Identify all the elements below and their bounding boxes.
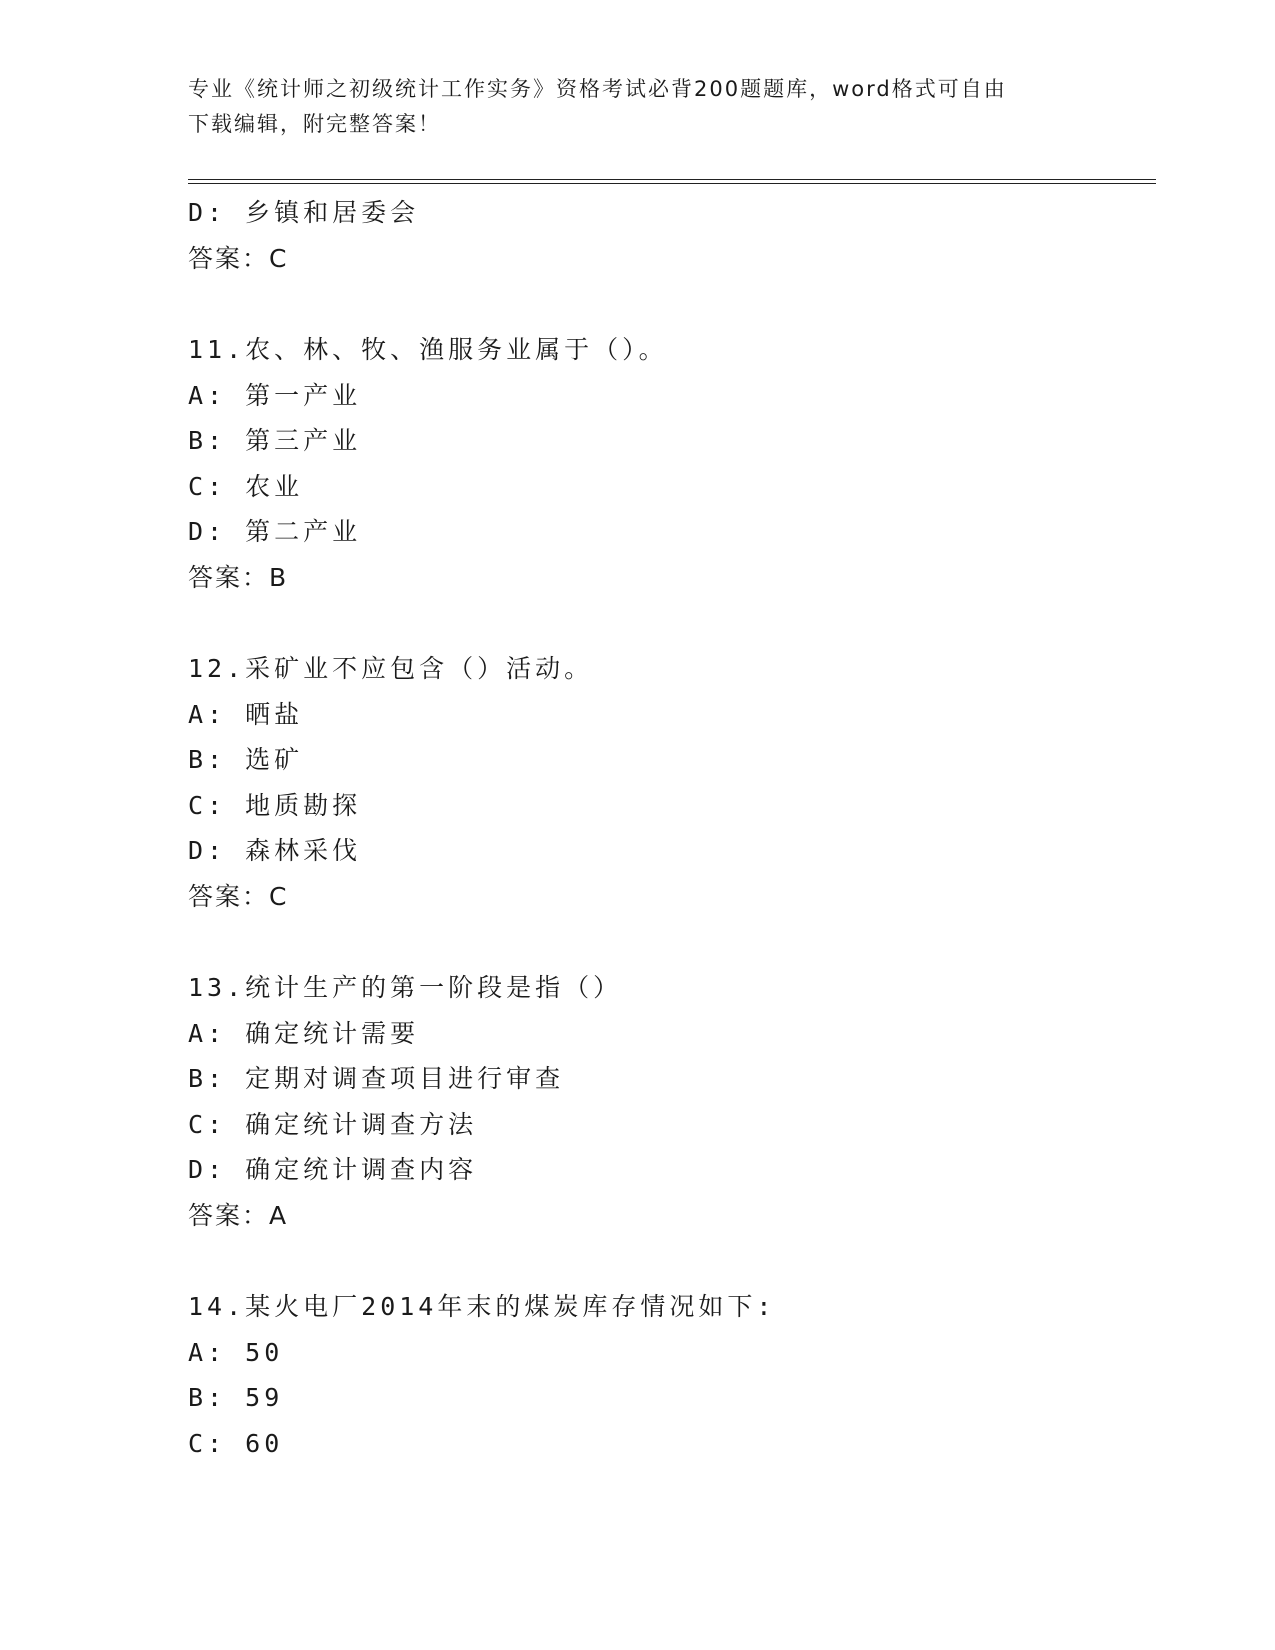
option-d: D: 森林采伐 [188, 836, 362, 865]
question-title: 11.农、林、牧、渔服务业属于（）。 [188, 335, 668, 364]
option-b: B: 选矿 [188, 745, 304, 774]
option-c: C: 地质勘探 [188, 790, 362, 820]
option-d: D: 乡镇和居委会 [188, 198, 420, 227]
spacer [188, 1238, 1156, 1284]
answer-line: 答案：C [188, 881, 289, 911]
document-header [188, 72, 1088, 142]
header-divider [188, 179, 1156, 184]
option-a: A: 确定统计需要 [188, 1018, 420, 1048]
answer-line: 答案：C [188, 243, 289, 273]
option-a: A: 50 [188, 1337, 284, 1367]
option-b: B: 第三产业 [188, 426, 362, 455]
header-line-1: 专业《统计师之初级统计工作实务》资格考试必背200题题库，word格式可自由 [188, 77, 1007, 101]
spacer [188, 919, 1156, 965]
answer-line: 答案：B [188, 562, 289, 592]
option-c: C: 60 [188, 1428, 284, 1458]
option-b: B: 定期对调查项目进行审查 [188, 1064, 565, 1093]
question-title: 13.统计生产的第一阶段是指（） [188, 973, 623, 1002]
spacer [188, 600, 1156, 646]
option-c: C: 农业 [188, 471, 304, 501]
option-a: A: 第一产业 [188, 380, 362, 410]
answer-line: 答案：A [188, 1200, 289, 1230]
option-d: D: 第二产业 [188, 517, 362, 546]
question-list [188, 190, 1156, 1466]
option-d: D: 确定统计调查内容 [188, 1155, 478, 1184]
option-c: C: 确定统计调查方法 [188, 1109, 478, 1139]
question-title: 12.采矿业不应包含（）活动。 [188, 654, 594, 683]
option-b: B: 59 [188, 1383, 284, 1412]
header-line-2: 下载编辑，附完整答案！ [188, 112, 441, 136]
question-title: 14.某火电厂2014年末的煤炭库存情况如下: [188, 1292, 776, 1321]
spacer [188, 281, 1156, 327]
option-a: A: 晒盐 [188, 699, 304, 729]
